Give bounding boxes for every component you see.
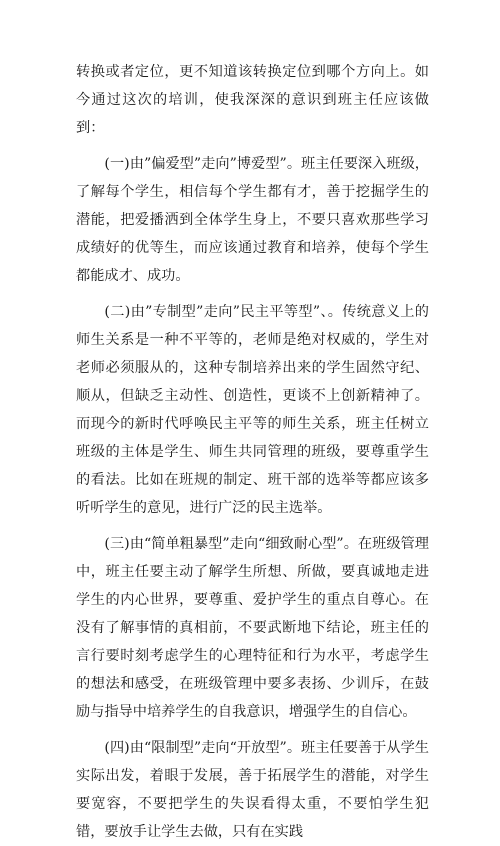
- document-page: [76, 58, 429, 846]
- paragraph-section-1: (一)由”偏爱型”走向”博爱型”。班主任要深入班级，了解每个学生，相信每个学生都有才，善于挖掘学生的潜能，把爱播洒到全体学生身上，不要只喜欢那些学习成绩好的优等生，而应该通过教育和培养，使每个学生都能成才、成功。: [76, 156, 429, 284]
- paragraph-section-4: (四)由“限制型”走向“开放型”。班主任要善于从学生实际出发，着眼于发展，善于拓展学生的潜能，对学生要宽容，不要把学生的失误看得太重，不要怕学生犯错，要放手让学生去做，只有在实践: [76, 740, 429, 840]
- paragraph-section-3: (三)由“简单粗暴型”走向“细致耐心型”。在班级管理中，班主任要主动了解学生所想、所做，要真诚地走进学生的内心世界，要尊重、爱护学生的重点自尊心。在没有了解事情的真相前，不要武断地下结论，班主任的言行要时刻考虑学生的心理特征和行为水平，考虑学生的想法和感受，在班级管理中要多表扬、少训斥，在鼓励与指导中培养学生的自我意识，增强学生的自信心。: [76, 536, 429, 720]
- paragraph-section-2: (二)由”专制型”走向”民主平等型”、。传统意义上的师生关系是一种不平等的，老师是绝对权威的，学生对老师必须服从的，这种专制培养出来的学生固然守纪、顺从，但缺乏主动性、创造性，更谈不上创新精神了。而现今的新时代呼唤民主平等的师生关系，班主任树立班级的主体是学生、师生共同管理的班级，要尊重学生的看法。比如在班规的制定、班干部的选举等都应该多听听学生的意见，进行广泛的民主选举。: [76, 304, 429, 516]
- paragraph-continuation: 转换或者定位，更不知道该转换定位到哪个方向上。如今通过这次的培训，使我深深的意识到班主任应该做到：: [76, 64, 429, 136]
